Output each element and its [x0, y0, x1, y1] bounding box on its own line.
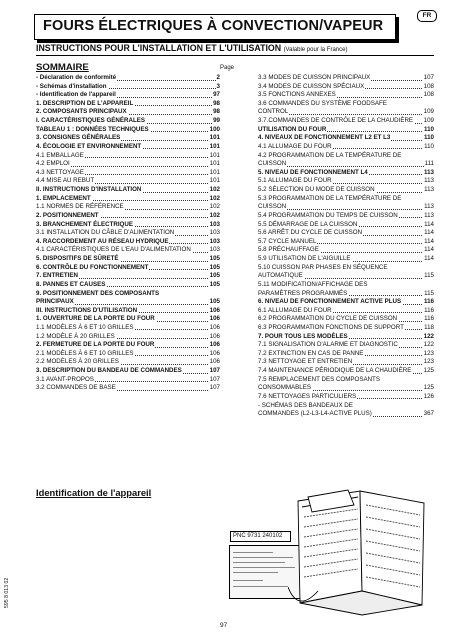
- toc-entry: [258, 290, 434, 298]
- toc-entry-title: 5.5 DÉMARRAGE DE LA CUISSON: [258, 220, 358, 228]
- toc-entry-page: 101: [209, 134, 220, 142]
- toc-entry-title: 3.6 COMMANDES DU SYSTÈME FOODSAFE: [258, 99, 387, 107]
- toc-entry-page: 101: [209, 168, 220, 176]
- toc-entry: [258, 108, 434, 116]
- toc-entry-page: 98: [213, 99, 220, 107]
- toc-entry-page: 114: [424, 237, 434, 245]
- document-subtitle: [36, 43, 347, 53]
- toc-entry-title: 3.7.COMMANDES DE CONTRÔLE DE LA CHAUDIÈRE: [258, 117, 414, 125]
- toc-entry-title: 3. DESCRIPTION DU BANDEAU DE COMMANDES: [36, 367, 182, 375]
- toc-entry-title: I. CARACTÉRISTIQUES GÉNÉRALES: [36, 117, 145, 125]
- toc-entry: [258, 229, 434, 237]
- toc-entry-page: 105: [209, 280, 220, 288]
- toc-entry-page: 105: [209, 298, 220, 306]
- toc-entry: [258, 169, 434, 177]
- toc-entry-page: 113: [424, 203, 434, 211]
- toc-entry-page: 123: [423, 349, 434, 357]
- toc-entry: [258, 264, 434, 272]
- toc-entry-title: 4.3 NETTOYAGE: [36, 168, 84, 176]
- toc-entry: [258, 134, 434, 142]
- toc-entry-page: 102: [209, 194, 220, 202]
- toc-entry: [258, 402, 434, 410]
- toc-entry: [36, 376, 220, 384]
- toc-entry: [258, 100, 434, 108]
- toc-entry: [36, 203, 220, 211]
- toc-entry-page: 116: [424, 315, 434, 323]
- toc-entry: [258, 376, 434, 384]
- toc-entry-page: 116: [424, 306, 434, 314]
- toc-entry-title: 1.1 NORMES DE RÉFÉRENCE: [36, 203, 124, 211]
- toc-entry: [36, 238, 220, 246]
- toc-entry: [36, 358, 220, 366]
- toc-entry-title: 9. POSITIONNEMENT DES COMPOSANTS: [36, 289, 160, 297]
- oven-illustration: [288, 487, 440, 619]
- toc-entry: [258, 83, 434, 91]
- toc-entry-page: 97: [213, 91, 220, 99]
- document-title: FOURS ÉLECTRIQUES À CONVECTION/VAPEUR: [43, 18, 384, 34]
- toc-entry-title: - SCHÉMAS DES BANDEAUX DE: [258, 401, 353, 409]
- subtitle-note: (Valable pour la France): [283, 47, 348, 53]
- toc-entry-page: 113: [424, 177, 434, 185]
- toc-entry: [36, 160, 220, 168]
- toc-entry-page: 105: [209, 263, 220, 271]
- toc-entry-page: 107: [209, 375, 220, 383]
- identification-heading: Identification de l'appareil: [36, 487, 152, 498]
- toc-entry-title: 2.1 MODÈLES À 6 ET 10 GRILLES: [36, 349, 134, 357]
- toc-entry-page: 107: [209, 367, 220, 375]
- toc-entry-page: 113: [424, 186, 434, 194]
- toc-entry: [36, 212, 220, 220]
- toc-entry-page: 106: [209, 332, 220, 340]
- toc-entry: [36, 324, 220, 332]
- document-code: 595 8 013 02: [4, 577, 10, 608]
- toc-entry-title: 1. DESCRIPTION DE L'APPAREIL: [36, 99, 134, 107]
- toc-entry-title: CONTROL: [258, 108, 289, 116]
- toc-entry-page: 102: [209, 211, 220, 219]
- toc-page-label: Page: [220, 65, 235, 71]
- toc-entry-page: 115: [424, 272, 434, 280]
- toc-entry: [258, 160, 434, 168]
- toc-entry-title: COMMANDES (L2-L3-L4-ACTIVE PLUS): [258, 410, 372, 418]
- toc-entry-page: 107: [209, 384, 220, 392]
- toc-entry-title: 3.4 MODES DE CUISSON SPÉCIAUX: [258, 82, 365, 90]
- toc-entry-title: - Déclaration de conformité: [36, 74, 117, 81]
- toc-entry: [258, 91, 434, 99]
- toc-entry: [36, 186, 220, 194]
- toc-entry-title: 6.2 PROGRAMMATION DU CYCLE DE CUISSON: [258, 315, 398, 323]
- toc-entry-title: 7.4 MAINTENANCE PÉRIODIQUE DE LA CHAUDIÈRE: [258, 367, 412, 375]
- toc-heading: SOMMAIRE: [36, 62, 89, 73]
- toc-entry-page: 102: [209, 203, 220, 211]
- toc-entry-title: 5.6 ARRÊT DU CYCLE DE CUISSON: [258, 229, 363, 237]
- toc-entry-page: 114: [424, 229, 434, 237]
- toc-entry-title: PRINCIPAUX: [36, 298, 74, 306]
- toc-entry: [36, 229, 220, 237]
- toc-entry-title: 5.7 CYCLE MANUEL: [258, 237, 317, 245]
- toc-entry: [258, 272, 434, 280]
- toc-entry-page: 125: [423, 384, 434, 392]
- toc-entry: [258, 212, 434, 220]
- toc-entry-page: 106: [209, 341, 220, 349]
- toc-entry-title: 5.10 CUISSON PAR PHASES EN SÉQUENCE: [258, 263, 388, 271]
- toc-entry-page: 106: [209, 306, 220, 314]
- toc-entry: [258, 358, 434, 366]
- toc-entry-title: 3.5 FONCTIONS ANNEXES: [258, 91, 336, 99]
- toc-entry-page: 114: [424, 220, 434, 228]
- toc-entry: [36, 152, 220, 160]
- toc-entry-page: 2: [216, 74, 220, 81]
- toc-entry-page: 105: [209, 272, 220, 280]
- toc-entry: [36, 143, 220, 151]
- toc-entry-page: 125: [423, 367, 434, 375]
- toc-entry-page: 101: [209, 151, 220, 159]
- toc-entry-page: 116: [424, 298, 434, 306]
- toc-entry-title: 5. NIVEAU DE FONCTIONNEMENT L4: [258, 168, 368, 176]
- subtitle-text: INSTRUCTIONS POUR L'INSTALLATION ET L'UTILISATION: [36, 43, 282, 53]
- toc-entry-title: 7.1 SIGNALISATION D'ALARME ET DIAGNOSTIC: [258, 341, 398, 349]
- toc-entry-title: 1. EMPLACEMENT: [36, 194, 91, 202]
- toc-entry: [36, 126, 220, 134]
- language-badge: FR: [417, 10, 437, 22]
- toc-entry: [258, 315, 434, 323]
- toc-entry-title: 7. POUR TOUS LES MODÈLES: [258, 332, 348, 340]
- toc-entry-page: 3: [216, 82, 220, 90]
- toc-entry: [258, 195, 434, 203]
- toc-entry-page: 114: [424, 255, 434, 263]
- toc-entry: [258, 333, 434, 341]
- toc-entry: [36, 177, 220, 185]
- toc-entry-title: 2. POSITIONNEMENT: [36, 211, 99, 219]
- toc-entry-page: 103: [209, 220, 220, 228]
- toc-entry-page: 113: [424, 211, 434, 219]
- toc-entry-page: 110: [424, 134, 434, 142]
- toc-entry-page: 98: [213, 108, 220, 116]
- toc-entry-title: 1. OUVERTURE DE LA PORTE DU FOUR: [36, 315, 155, 323]
- toc-entry-title: 4.1 ALLUMAGE DU FOUR: [258, 142, 332, 150]
- toc-entry: [258, 246, 434, 254]
- toc-entry: [258, 74, 434, 82]
- toc-entry-title: 3.2 COMMANDES DE BASE: [36, 384, 116, 392]
- toc-entry: [36, 169, 220, 177]
- toc-entry-title: 5. DISPOSITIFS DE SÛRETÉ: [36, 255, 119, 263]
- toc-entry: [36, 246, 220, 254]
- toc-entry-page: 106: [209, 323, 220, 331]
- toc-entry-page: 109: [423, 108, 434, 116]
- toc-entry-title: 7. ENTRETIEN: [36, 272, 78, 280]
- toc-entry: [36, 134, 220, 142]
- toc-entry-title: 1.2 MODÈLE À 20 GRILLES: [36, 332, 115, 340]
- toc-entry: [36, 264, 220, 272]
- toc-entry-page: 122: [423, 332, 434, 340]
- toc-entry: [36, 272, 220, 280]
- toc-entry-page: 103: [209, 246, 220, 254]
- toc-entry-title: - Identification de l'appareil: [36, 91, 116, 99]
- toc-entry-page: 101: [209, 177, 220, 185]
- toc-entry-title: AUTOMATIQUE: [258, 272, 303, 280]
- toc-entry: [258, 152, 434, 160]
- toc-entry: [36, 255, 220, 263]
- toc-entry: [36, 367, 220, 375]
- toc-entry: [36, 100, 220, 108]
- toc-entry-page: 111: [424, 160, 434, 168]
- toc-entry-title: CUISSON: [258, 160, 287, 168]
- toc-entry-page: 126: [423, 392, 434, 400]
- toc-entry-title: 3.1 AVANT-PROPOS: [36, 375, 94, 383]
- toc-entry: [36, 91, 220, 99]
- toc-entry: [36, 83, 220, 91]
- toc-entry: [258, 281, 434, 289]
- toc-entry: [258, 126, 434, 134]
- toc-entry-page: 101: [209, 142, 220, 150]
- toc-entry: [258, 255, 434, 263]
- toc-entry-title: TABLEAU 1 : DONNÉES TECHNIQUES: [36, 125, 149, 133]
- toc-entry-page: 109: [423, 117, 434, 125]
- toc-entry-title: 6.3 PROGRAMMATION FONCTIONS DE SUPPORT: [258, 323, 404, 331]
- toc-entry-title: 5.9 UTILISATION DE L'AIGUILLE: [258, 255, 351, 263]
- toc-entry-page: 103: [209, 237, 220, 245]
- toc-entry-title: 6.1 ALLUMAGE DU FOUR: [258, 306, 332, 314]
- toc-entry-title: PARAMÈTRES PROGRAMMÉS: [258, 289, 348, 297]
- toc-entry: [258, 177, 434, 185]
- pnc-label: PNC 9731 240102: [230, 531, 291, 542]
- toc-entry-title: 5.4 PROGRAMMATION DU TEMPS DE CUISSON: [258, 211, 398, 219]
- toc-entry-title: 4.4 MISE AU REBUT: [36, 177, 95, 185]
- toc-entry-title: 1.1 MODÈLES À 6 ET 10 GRILLES: [36, 323, 134, 331]
- toc-entry-page: 110: [424, 142, 434, 150]
- toc-entry-page: 107: [423, 74, 434, 81]
- toc-entry-page: 123: [423, 358, 434, 366]
- toc-entry: [36, 315, 220, 323]
- toc-entry: [36, 195, 220, 203]
- toc-entry-title: 7.2 EXTINCTION EN CAS DE PANNE: [258, 349, 364, 357]
- toc-entry: [258, 203, 434, 211]
- toc-entry-page: 367: [423, 410, 434, 418]
- toc-entry-title: 2.2 MODÈLES À 20 GRILLES: [36, 358, 119, 366]
- toc-entry-title: 2. FERMETURE DE LA PORTE DU FOUR: [36, 341, 155, 349]
- toc-entry-title: 3. CONSIGNES GÉNÉRALES: [36, 134, 121, 142]
- toc-entry-page: 114: [424, 246, 434, 254]
- toc-entry-page: 100: [209, 125, 220, 133]
- toc-entry-page: 122: [423, 341, 434, 349]
- toc-entry-page: 102: [209, 186, 220, 194]
- toc-entry-title: 5.2 SÉLECTION DU MODE DE CUISSON: [258, 186, 375, 194]
- toc-entry-title: 4. NIVEAUX DE FONCTIONNEMENT L2 ET L3: [258, 134, 391, 142]
- toc-entry-title: 4. RACCORDEMENT AU RÉSEAU HYDRIQUE: [36, 237, 169, 245]
- toc-entry-page: 106: [209, 315, 220, 323]
- toc-entry: [258, 341, 434, 349]
- toc-entry: [36, 108, 220, 116]
- toc-entry-title: CONSOMMABLES: [258, 384, 311, 392]
- toc-entry-title: 5.1 ALLUMAGE DU FOUR: [258, 177, 332, 185]
- toc-entry-title: II. INSTRUCTIONS D'INSTALLATION: [36, 186, 142, 194]
- toc-entry: [258, 393, 434, 401]
- toc-entry: [258, 324, 434, 332]
- toc-entry: [258, 298, 434, 306]
- toc-entry-title: III. INSTRUCTIONS D'UTILISATION: [36, 306, 138, 314]
- document-title-box: [34, 14, 396, 40]
- toc-entry-title: 6. CONTRÔLE DU FONCTIONNEMENT: [36, 263, 149, 271]
- toc-entry: [258, 186, 434, 194]
- toc-entry: [36, 74, 220, 82]
- toc-entry-title: 4.2 PROGRAMMATION DE LA TEMPÉRATURE DE: [258, 151, 402, 159]
- toc-entry: [258, 367, 434, 375]
- toc-entry-title: 7.5 REMPLACEMENT DES COMPOSANTS: [258, 375, 380, 383]
- toc-entry-title: 4.1 EMBALLAGE: [36, 151, 84, 159]
- toc-entry-title: UTILISATION DU FOUR: [258, 125, 327, 133]
- toc-entry-title: 3.3 MODES DE CUISSON PRINCIPAUX: [258, 74, 371, 81]
- toc-entry-title: 4.1 CARACTÉRISTIQUES DE L'EAU D'ALIMENTATION: [36, 246, 191, 254]
- toc-entry-page: 99: [213, 117, 220, 125]
- toc-entry-page: 101: [209, 160, 220, 168]
- toc-entry-title: 5.3 PROGRAMMATION DE LA TEMPÉRATURE DE: [258, 194, 402, 202]
- toc-entry-page: 118: [424, 323, 434, 331]
- toc-entry-title: 7.6 NETTOYAGES PARTICULIERS: [258, 392, 357, 400]
- toc-entry-page: 108: [423, 82, 434, 90]
- toc-entry: [36, 350, 220, 358]
- toc-entry-title: 4.2 EMPLOI: [36, 160, 70, 168]
- toc-entry-page: 106: [209, 358, 220, 366]
- toc-entry-page: 105: [209, 255, 220, 263]
- toc-entry: [36, 117, 220, 125]
- toc-entry-page: 113: [424, 168, 434, 176]
- toc-entry: [258, 410, 434, 418]
- toc-entry: [258, 221, 434, 229]
- toc-entry: [258, 143, 434, 151]
- toc-entry-title: 3. BRANCHEMENT ÉLECTRIQUE: [36, 220, 133, 228]
- toc-entry-page: 115: [424, 289, 434, 297]
- toc-entry: [258, 384, 434, 392]
- toc-entry-title: CUISSON: [258, 203, 287, 211]
- toc-entry-page: 110: [424, 125, 434, 133]
- toc-entry: [36, 290, 220, 298]
- toc-entry: [258, 307, 434, 315]
- toc-entry-page: 103: [209, 229, 220, 237]
- toc-entry: [36, 333, 220, 341]
- toc-entry-title: 3.1 INSTALLATION DU CÂBLE D'ALIMENTATION: [36, 229, 175, 237]
- toc-entry: [36, 298, 220, 306]
- page-number: 97: [220, 622, 228, 629]
- toc-entry-title: 5.11 MODIFICATION/AFFICHAGE DES: [258, 280, 368, 288]
- toc-entry-title: 4. ÉCOLOGIE ET ENVIRONNEMENT: [36, 142, 142, 150]
- toc-entry-page: 106: [209, 349, 220, 357]
- toc-entry-title: 7.3 NETTOYAGE ET ENTRETIEN: [258, 358, 353, 366]
- toc-entry-title: 8. PANNES ET CAUSES: [36, 280, 106, 288]
- subtitle-rule: [36, 55, 434, 56]
- toc-entry-title: - Schémas d'installation: [36, 82, 107, 90]
- toc-entry: [258, 117, 434, 125]
- toc-entry-title: 2. COMPOSANTS PRINCIPAUX: [36, 108, 127, 116]
- toc-entry: [258, 350, 434, 358]
- toc-entry-title: 5.8 PRÉCHAUFFAGE: [258, 246, 319, 254]
- toc-entry: [36, 307, 220, 315]
- toc-entry: [36, 281, 220, 289]
- toc-entry: [36, 221, 220, 229]
- toc-entry: [258, 238, 434, 246]
- toc-entry: [36, 341, 220, 349]
- toc-entry-title: 6. NIVEAU DE FONCTIONNEMENT ACTIVE PLUS: [258, 298, 402, 306]
- toc-entry: [36, 384, 220, 392]
- toc-entry-page: 108: [423, 91, 434, 99]
